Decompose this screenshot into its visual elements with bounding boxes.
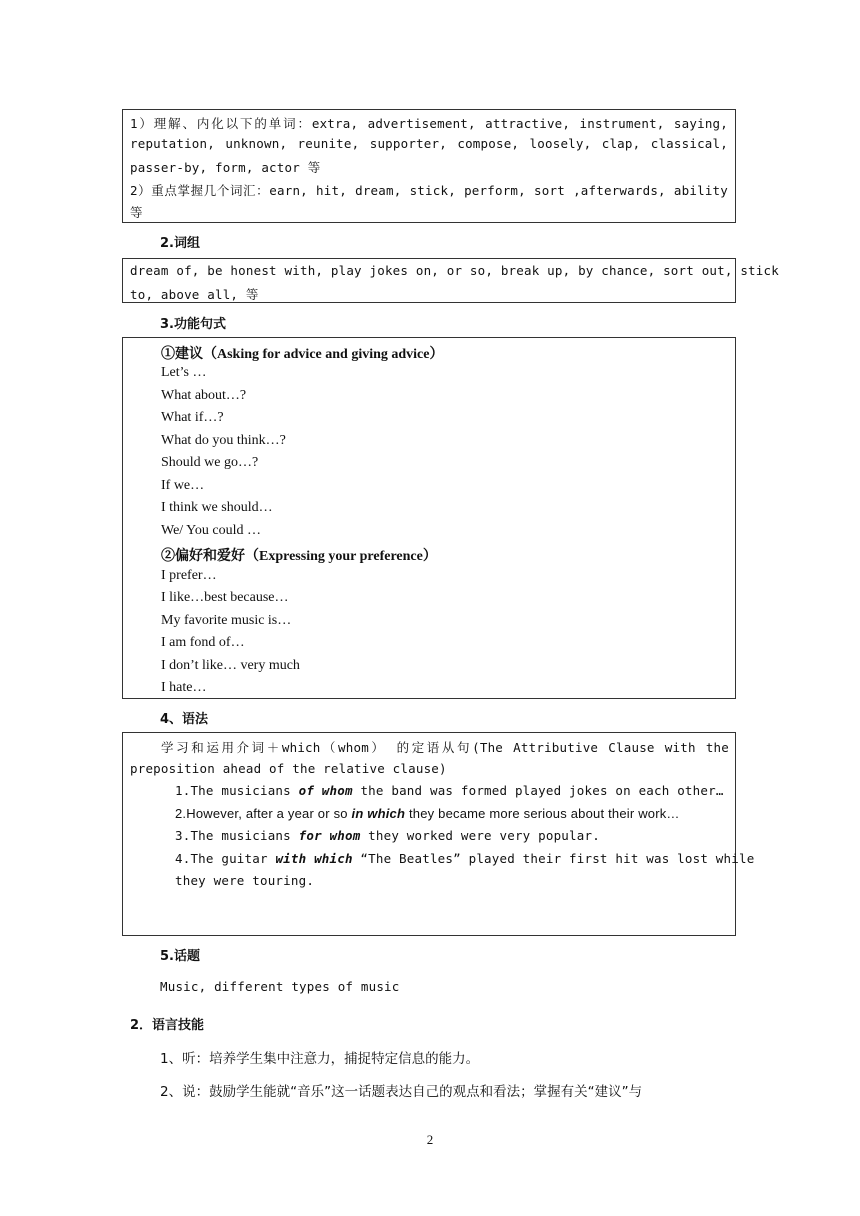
phrases-line-1: dream of, be honest with, play jokes on, or so, break up, by chance, sort out, stick — [130, 263, 779, 278]
phrases-line-2: to, above all, 等 — [130, 287, 259, 302]
vocab-line-4: 2）重点掌握几个词汇：earn, hit, dream, stick, perform, sort ,afterwards, ability — [130, 183, 728, 198]
advice-title: ①建议（Asking for advice and giving advice） — [161, 347, 444, 362]
phrases-heading: 2.词组 — [160, 236, 200, 251]
grammar-example-2: 2.However, after a year or so in which they became more serious about their work… — [175, 806, 680, 821]
vocab-line-5: 等 — [130, 205, 143, 220]
grammar-example-1: 1.The musicians of whom the band was formed played jokes on each other… — [175, 783, 724, 798]
skills-speaking: 2、说：鼓励学生能就“音乐”这一话题表达自己的观点和看法；掌握有关“建议”与 — [160, 1084, 643, 1100]
vocab-line-2: reputation, unknown, reunite, supporter, compose, loosely, clap, classical, — [130, 136, 728, 151]
topic-text: Music, different types of music — [160, 979, 400, 994]
topic-heading: 5.话题 — [160, 949, 200, 964]
skills-listening: 1、听：培养学生集中注意力，捕捉特定信息的能力。 — [160, 1051, 480, 1067]
skills-heading: 2．语言技能 — [130, 1018, 205, 1033]
preference-item: I prefer… — [161, 568, 217, 583]
advice-item: Let’s … — [161, 365, 207, 380]
grammar-intro-2: preposition ahead of the relative clause) — [130, 761, 447, 776]
advice-item: If we… — [161, 478, 205, 493]
grammar-box — [122, 732, 755, 936]
grammar-example-4-cont: they were touring. — [175, 873, 315, 888]
advice-item: We/ You could … — [161, 523, 261, 538]
advice-item: What about…? — [161, 388, 247, 403]
grammar-example-3: 3.The musicians for whom they worked were very popular. — [175, 828, 600, 843]
preference-item: I don’t like… very much — [161, 658, 300, 673]
grammar-example-4: 4.The guitar with which “The Beatles” played their first hit was lost while — [175, 851, 755, 866]
advice-item: What do you think…? — [161, 433, 286, 448]
preference-item: I like…best because… — [161, 590, 289, 605]
vocab-line-1: 1）理解、内化以下的单词：extra, advertisement, attractive, instrument, saying, — [130, 116, 728, 131]
advice-item: What if…? — [161, 410, 224, 425]
preference-item: I hate… — [161, 680, 207, 695]
preference-item: My favorite music is… — [161, 613, 292, 628]
page-number: 2 — [426, 1132, 434, 1147]
advice-item: Should we go…? — [161, 455, 259, 470]
advice-item: I think we should… — [161, 500, 273, 515]
functions-box — [122, 337, 736, 699]
grammar-intro-1: 学习和运用介词＋which（whom） 的定语从句(The Attributive Clause with the — [161, 740, 729, 755]
vocab-line-3: passer-by, form, actor 等 — [130, 160, 321, 175]
phrases-box — [122, 258, 779, 303]
vocabulary-box — [122, 109, 736, 223]
preference-item: I am fond of… — [161, 635, 245, 650]
functions-heading: 3.功能句式 — [160, 317, 226, 332]
grammar-heading: 4、语法 — [160, 712, 209, 727]
preference-title: ②偏好和爱好（Expressing your preference） — [161, 549, 437, 564]
